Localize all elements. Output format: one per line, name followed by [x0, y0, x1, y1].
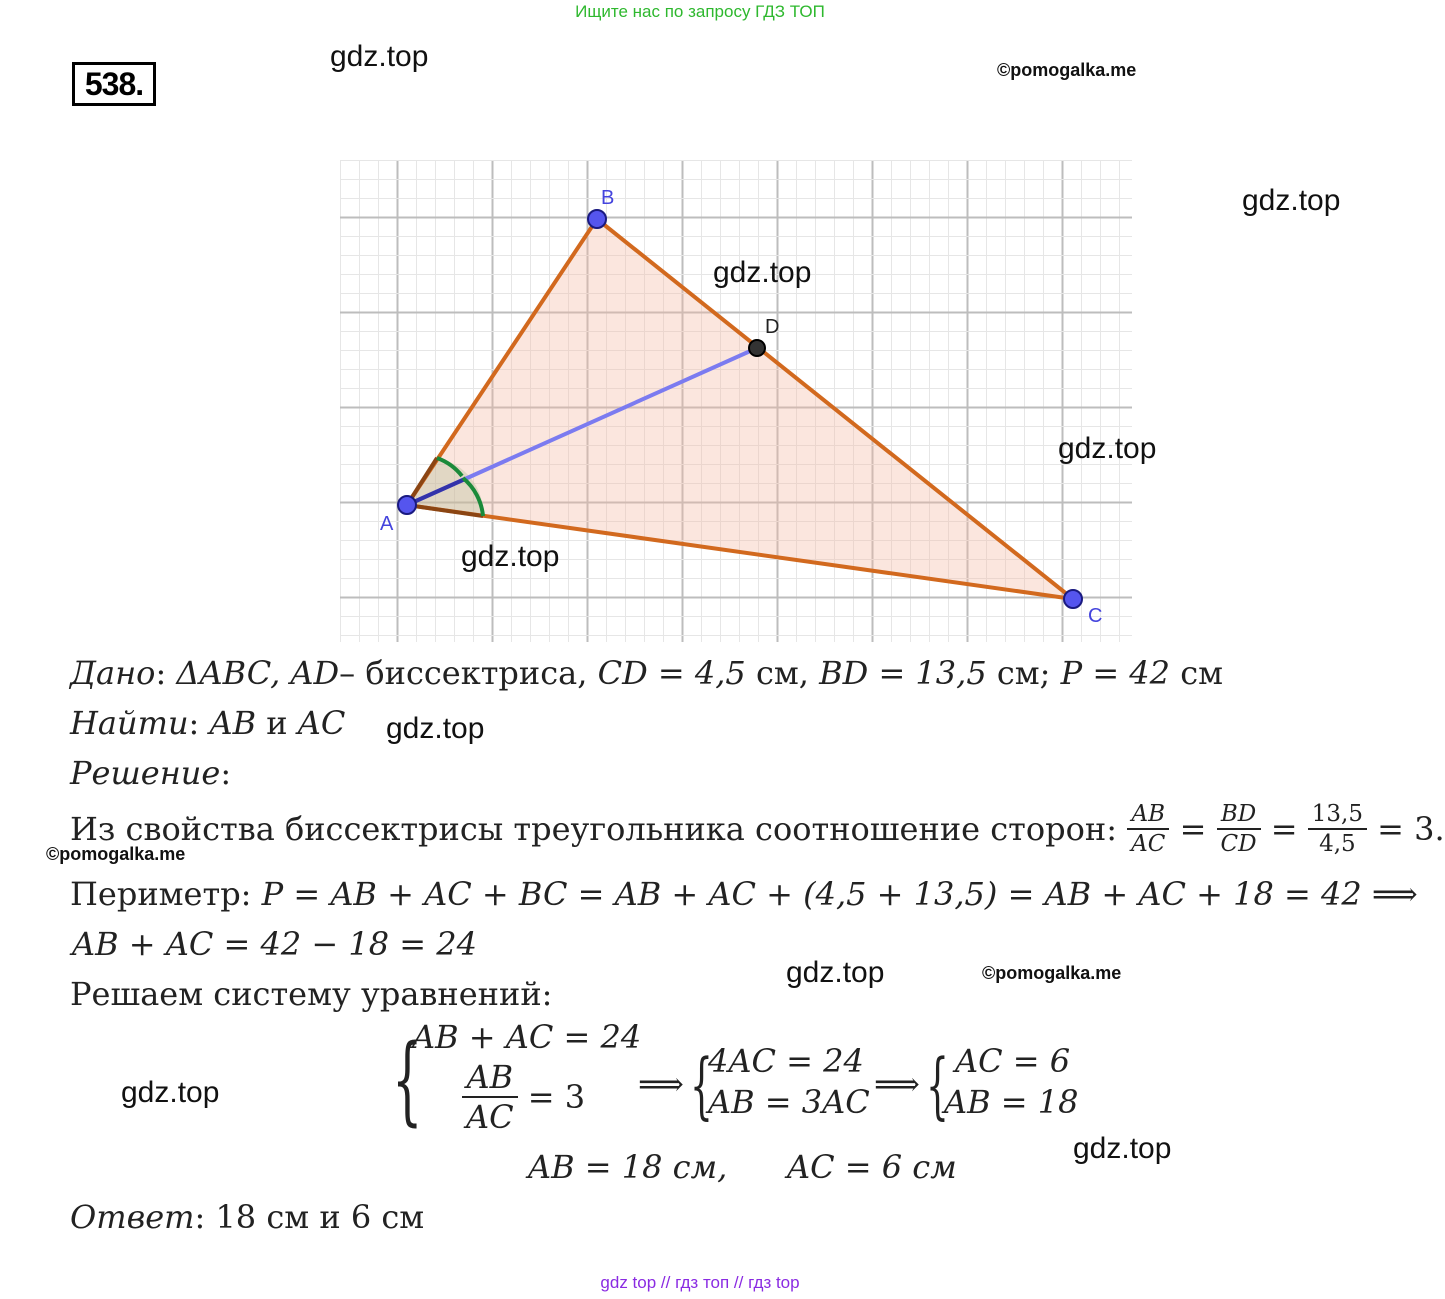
find-ab: AB [209, 704, 257, 742]
point-c [1064, 590, 1082, 608]
fraction-ab-ac-system: $\frac{AB}{AC}$ [462, 1058, 518, 1136]
system-brace-1: { [392, 1024, 423, 1136]
system3-eq1: AC = 6 [955, 1042, 1071, 1080]
implies-arrow-2: ⟹ [874, 1065, 920, 1103]
watermark-pomogalka: ©pomogalka.me [982, 963, 1122, 983]
point-d [749, 340, 765, 356]
find-label: Найти [70, 704, 189, 742]
watermark-gdz: gdz.top [121, 1076, 220, 1109]
label-c: C [1088, 605, 1103, 627]
system1-eq2 [462, 1058, 585, 1136]
step2-line [70, 875, 1418, 913]
fraction-numbers: $\frac{13,5}{4,5}$ [1308, 800, 1367, 858]
watermark-pomogalka: ©pomogalka.me [997, 60, 1137, 80]
watermark-gdz: gdz.top [461, 540, 560, 573]
given-unit: см; [986, 654, 1061, 692]
point-a [398, 496, 416, 514]
final-ac: AC = 6 см [787, 1148, 957, 1186]
watermark-gdz: gdz.top [386, 712, 485, 745]
watermark-gdz: gdz.top [330, 40, 429, 73]
given-unit: см [1170, 654, 1223, 692]
point-b [588, 210, 606, 228]
fraction-bd-cd: $\frac{BD}{CD}$ [1217, 800, 1261, 858]
given-p: P = 42 [1060, 654, 1171, 692]
given-bisector: – биссектриса, [339, 654, 598, 692]
label-a: A [380, 513, 394, 535]
find-and: и [256, 704, 298, 742]
step2-formula2: AB + AC = 42 − 18 = 24 [72, 925, 477, 963]
answer-label: Ответ [70, 1198, 195, 1236]
given-label: Дано [70, 654, 156, 692]
solution-label-text: Решение [70, 754, 221, 792]
answer-line [70, 1198, 424, 1236]
step1-result: = 3. [1377, 810, 1445, 848]
answer-text: : 18 см и 6 см [194, 1198, 425, 1236]
given-line: Дано: ΔABC, AD– биссектриса, CD = 4,5 см, BD = 13,5 см; P = 42 см [70, 654, 1223, 692]
implies-arrow-1: ⟹ [638, 1065, 684, 1103]
system1-eq1: AB + AC = 24 [412, 1018, 642, 1056]
system2-eq2: AB = 3AC [708, 1083, 870, 1121]
given-triangle: ΔABC, AD [176, 654, 340, 692]
footer-links: gdz top // гдз топ // гдз top [600, 1273, 800, 1292]
watermark-gdz: gdz.top [713, 256, 812, 289]
solution-label: Решение: [70, 754, 232, 792]
step1-line: Из свойства биссектрисы треугольника соотношение сторон: $\frac{AB}{AC}$ = $\frac{BD}{CD}$ = $\frac{13,5}{4,5}$ = 3. [70, 801, 1445, 857]
label-b: B [601, 187, 615, 209]
top-banner: Ищите нас по запросу ГДЗ ТОП [575, 2, 825, 21]
system-brace-2: { [690, 1043, 713, 1127]
system1-eq2-rhs: = 3 [527, 1078, 586, 1116]
step1-text: Из свойства биссектрисы треугольника соотношение сторон: [70, 810, 1128, 848]
system-brace-3: { [926, 1043, 949, 1127]
system3-eq2: AB = 18 [944, 1083, 1079, 1121]
watermark-pomogalka: ©pomogalka.me [46, 844, 186, 864]
triangle-figure [340, 160, 1140, 650]
watermark-gdz: gdz.top [1073, 1132, 1172, 1165]
step2-label: Периметр: [70, 875, 262, 913]
task-number: 538. [72, 62, 156, 106]
watermark-gdz: gdz.top [786, 956, 885, 989]
given-cd: CD = 4,5 [597, 654, 746, 692]
find-line: Найти: AB и AC [70, 704, 346, 742]
watermark-gdz: gdz.top [1242, 184, 1341, 217]
fraction-ab-ac: $\frac{AB}{AC}$ [1127, 800, 1169, 858]
step3-label: Решаем систему уравнений: [70, 975, 553, 1013]
watermark-gdz: gdz.top [1058, 432, 1157, 465]
step2-formula: P = AB + AC + BC = AB + AC + (4,5 + 13,5) = AB + AC + 18 = 42 ⟹ [261, 875, 1418, 913]
find-ac: AC [297, 704, 346, 742]
given-bd: BD = 13,5 [819, 654, 987, 692]
final-ab: AB = 18 см, [528, 1148, 728, 1186]
label-d: D [765, 316, 780, 338]
given-unit: см, [745, 654, 820, 692]
system2-eq1: 4AC = 24 [708, 1042, 864, 1080]
